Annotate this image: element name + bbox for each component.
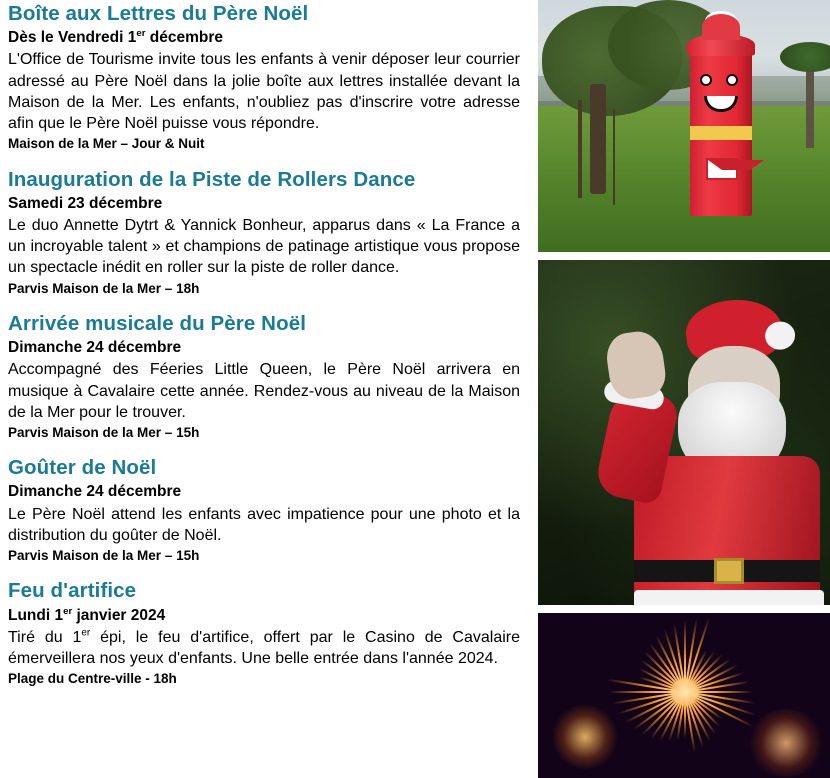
santa-buckle xyxy=(714,558,744,584)
event-location: Maison de la Mer – Jour & Nuit xyxy=(8,136,205,152)
event-date xyxy=(8,194,520,214)
palm-tree-icon xyxy=(806,58,814,148)
event-date-ordinal: er xyxy=(136,28,146,40)
mailbox-eye-left xyxy=(700,74,712,86)
event-title: Feu d'artifice xyxy=(8,579,137,603)
mailbox-eye-right xyxy=(726,74,738,86)
event-title: Arrivée musicale du Père Noël xyxy=(8,311,307,335)
event-block-rollers-dance xyxy=(8,168,520,298)
christmas-mailbox-photo xyxy=(538,0,830,252)
event-description-before: Tiré du 1 xyxy=(8,628,82,646)
santa-claus-photo xyxy=(538,260,830,605)
event-date-prefix: Dimanche 24 décembre xyxy=(8,339,182,357)
firework-burst xyxy=(598,617,770,767)
event-description-ordinal: er xyxy=(81,627,91,639)
santa-hat-icon xyxy=(702,14,740,40)
photo-column xyxy=(538,0,830,778)
event-description xyxy=(8,627,520,670)
event-block-feu-d-artifice xyxy=(8,579,520,688)
event-description: Le Père Noël attend les enfants avec impatience pour une photo et la distribution du goûter de Noël. xyxy=(8,505,520,544)
santa-coat-trim xyxy=(634,590,824,605)
event-date-suffix: décembre xyxy=(145,29,223,47)
event-date-prefix: Dès le Vendredi 1 xyxy=(8,29,137,47)
photo-grass xyxy=(538,106,830,252)
event-date xyxy=(8,482,520,502)
event-date xyxy=(8,338,520,358)
event-description: Accompagné des Féeries Little Queen, le Père Noël arrivera en musique à Cavalaire cette année. Rendez-vous au niveau de la Maison de la Mer pour le trouver. xyxy=(8,361,520,421)
event-date-prefix: Dimanche 24 décembre xyxy=(8,483,182,501)
event-description-after: épi, le feu d'artifice, offert par le Casino de Cavalaire émerveillera nos yeux d'enfants. Une belle entrée dans l'année 2024. xyxy=(8,628,521,667)
mailbox-figure xyxy=(690,22,752,218)
event-block-mailbox xyxy=(8,2,520,154)
event-date-ordinal: er xyxy=(63,605,73,617)
event-date xyxy=(8,28,520,48)
event-block-arrivee-musicale xyxy=(8,312,520,442)
mailbox-belt xyxy=(690,126,752,140)
event-date-suffix: janvier 2024 xyxy=(72,606,166,624)
envelope-icon xyxy=(706,158,738,180)
event-block-gouter-de-noel xyxy=(8,456,520,565)
event-date-prefix: Lundi 1 xyxy=(8,606,64,624)
event-title: Goûter de Noël xyxy=(8,456,157,480)
event-description: L'Office de Tourisme invite tous les enfants à venir déposer leur courrier adressé au Père Noël dans la jolie boîte aux lettres installée devant la Maison de la Mer. Les enfants, n'oubliez pas d'inscrire votre adresse afin que le Père Noël puisse vous répondre. xyxy=(8,51,520,133)
event-date-prefix: Samedi 23 décembre xyxy=(8,194,163,212)
fireworks-photo xyxy=(538,613,830,778)
event-location: Parvis Maison de la Mer – 15h xyxy=(8,548,200,564)
event-title: Boîte aux Lettres du Père Noël xyxy=(8,2,309,25)
tree-trunk xyxy=(590,84,606,194)
event-date xyxy=(8,606,520,626)
event-location: Parvis Maison de la Mer – 18h xyxy=(8,280,200,296)
event-description: Le duo Annette Dytrt & Yannick Bonheur, apparus dans « La France a un incroyable talent » et champions de patinage artistique vous propose un spectacle inédit en roller sur la piste de roller dance. xyxy=(8,216,520,277)
event-location: Parvis Maison de la Mer – 15h xyxy=(8,425,200,441)
event-title: Inauguration de la Piste de Rollers Dance xyxy=(8,167,416,191)
event-location: Plage du Centre-ville - 18h xyxy=(8,671,177,687)
